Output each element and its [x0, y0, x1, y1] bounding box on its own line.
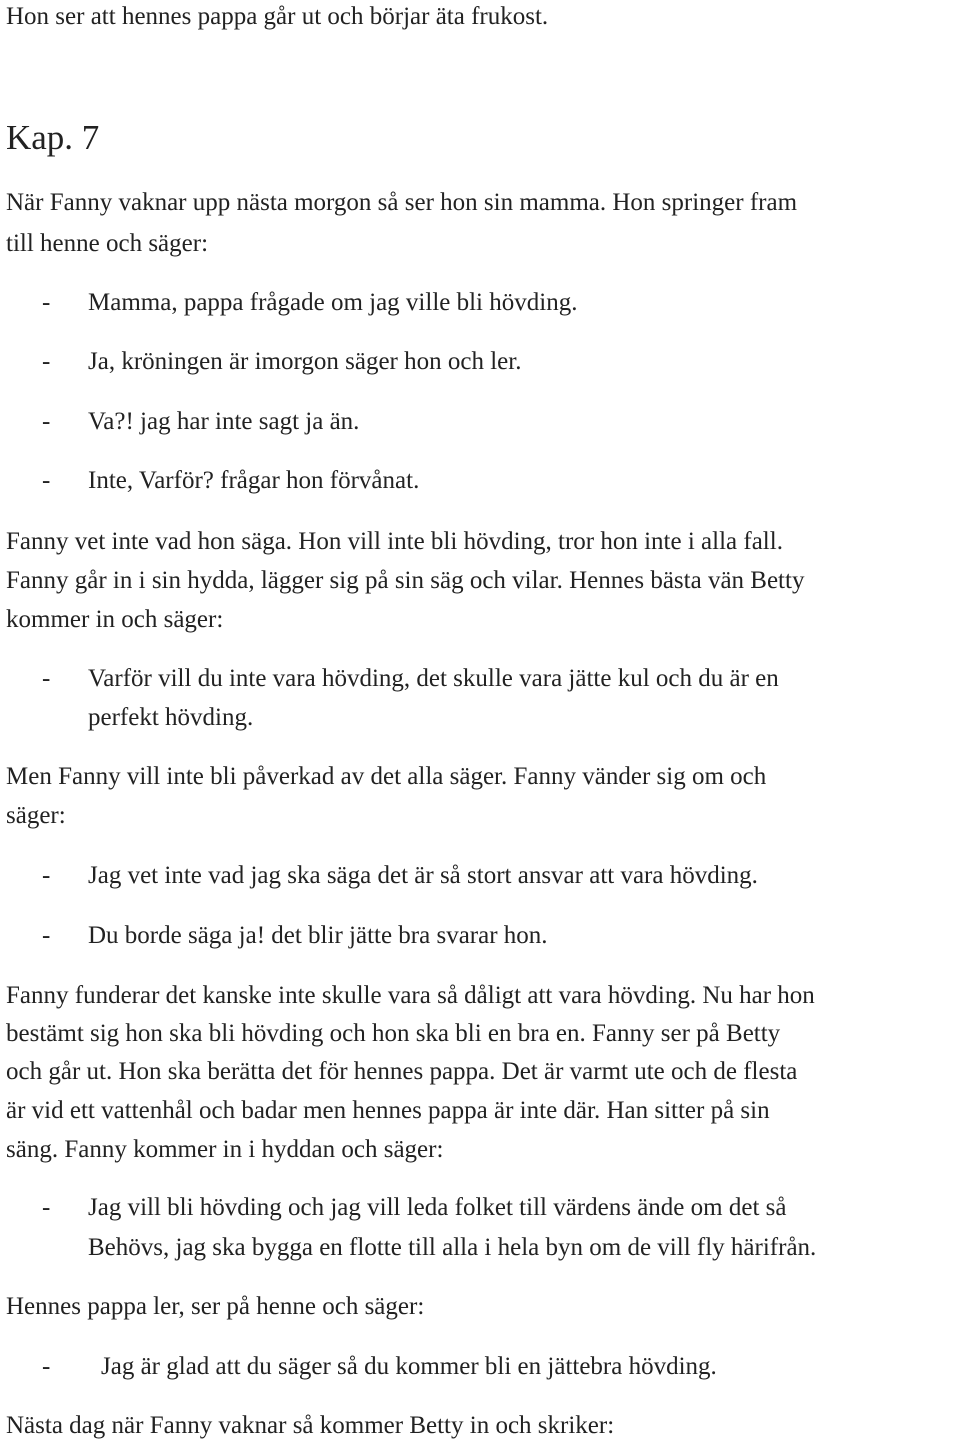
dialogue-dash: - [42, 1353, 51, 1380]
dialogue-dash: - [42, 348, 51, 375]
paragraph-line: kommer in och säger: [6, 606, 224, 633]
dialogue-dash: - [42, 922, 51, 949]
paragraph-line: När Fanny vaknar upp nästa morgon så ser hon sin mamma. Hon springer fram [6, 189, 798, 216]
paragraph-line: till henne och säger: [6, 230, 209, 257]
dialogue-dash: - [42, 862, 51, 889]
paragraph-line: och går ut. Hon ska berätta det för hennes pappa. Det är varmt ute och de flesta [6, 1058, 798, 1085]
dialogue-line: Mamma, pappa frågade om jag ville bli hövding. [88, 289, 578, 316]
dialogue-line: Jag vet inte vad jag ska säga det är så stort ansvar att vara hövding. [88, 862, 758, 889]
intro-line: Hon ser att hennes pappa går ut och börjar äta frukost. [6, 3, 549, 30]
chapter-heading: Kap. 7 [6, 118, 100, 157]
dialogue-line: Varför vill du inte vara hövding, det skulle vara jätte kul och du är en [88, 665, 779, 692]
dialogue-dash: - [42, 1194, 51, 1221]
dialogue-dash: - [42, 289, 51, 316]
dialogue-line: Inte, Varför? frågar hon förvånat. [88, 467, 420, 494]
dialogue-line: Jag vill bli hövding och jag vill leda folket till värdens ände om det så [88, 1194, 787, 1221]
dialogue-dash: - [42, 467, 51, 494]
paragraph-line: är vid ett vattenhål och badar men hennes pappa är inte där. Han sitter på sin [6, 1097, 770, 1124]
dialogue-line: Va?! jag har inte sagt ja än. [88, 408, 360, 435]
paragraph-line: Men Fanny vill inte bli påverkad av det alla säger. Fanny vänder sig om och [6, 763, 767, 790]
dialogue-line: Behövs, jag ska bygga en flotte till alla i hela byn om de vill fly härifrån. [88, 1234, 817, 1261]
dialogue-dash: - [42, 665, 51, 692]
paragraph-line: Fanny funderar det kanske inte skulle vara så dåligt att vara hövding. Nu har hon [6, 982, 815, 1009]
dialogue-line: perfekt hövding. [88, 704, 254, 731]
paragraph-line: Fanny vet inte vad hon säga. Hon vill inte bli hövding, tror hon inte i alla fall. [6, 528, 783, 555]
paragraph-line: säger: [6, 802, 66, 829]
dialogue-dash: - [42, 408, 51, 435]
paragraph-line: bestämt sig hon ska bli hövding och hon ska bli en bra en. Fanny ser på Betty [6, 1020, 781, 1047]
paragraph-line: Nästa dag när Fanny vaknar så kommer Betty in och skriker: [6, 1412, 615, 1439]
paragraph-line: Fanny går in i sin hydda, lägger sig på sin säg och vilar. Hennes bästa vän Betty [6, 567, 805, 594]
paragraph-line: säng. Fanny kommer in i hyddan och säger: [6, 1136, 444, 1163]
dialogue-line: Du borde säga ja! det blir jätte bra svarar hon. [88, 922, 548, 949]
dialogue-line: Jag är glad att du säger så du kommer bli en jättebra hövding. [101, 1353, 717, 1380]
dialogue-line: Ja, kröningen är imorgon säger hon och ler. [88, 348, 522, 375]
paragraph-line: Hennes pappa ler, ser på henne och säger: [6, 1293, 425, 1320]
